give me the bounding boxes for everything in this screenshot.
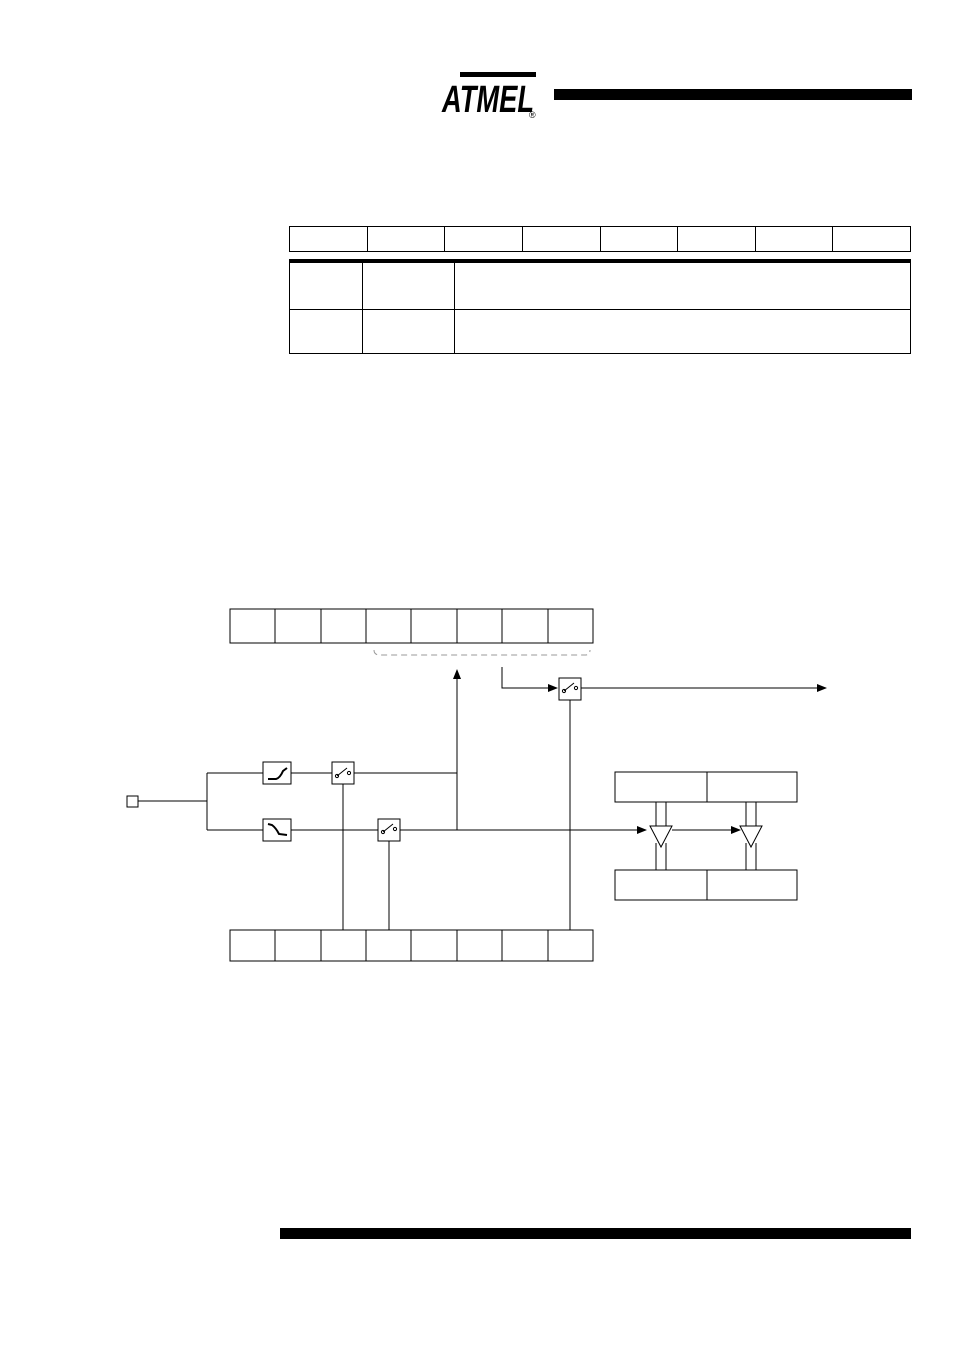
rising-edge-detector-icon xyxy=(263,762,291,784)
footer-rule xyxy=(280,1228,911,1239)
bottom-register-bit-cell xyxy=(457,930,502,961)
bottom-register-bit-cell xyxy=(411,930,457,961)
right-lower-block xyxy=(707,870,797,900)
bottom-register-bit-cell xyxy=(321,930,366,961)
bottom-register-bit-cell xyxy=(230,930,275,961)
top-register-bit-cell xyxy=(321,609,366,643)
top-register-bit-cell xyxy=(457,609,502,643)
logo-text: ATMEL xyxy=(441,79,534,120)
top-register-bit-cell xyxy=(275,609,321,643)
bottom-register-bit-cell xyxy=(548,930,593,961)
right-upper-block xyxy=(707,772,797,802)
output-switch-icon xyxy=(559,678,581,700)
top-register-bit-cell xyxy=(502,609,548,643)
top-register-bit-cell xyxy=(411,609,457,643)
bottom-register-bit-cell xyxy=(275,930,321,961)
bottom-register xyxy=(230,930,593,961)
dashed-grouping-brace xyxy=(374,650,590,655)
register-to-switch-line xyxy=(502,667,557,688)
buffer-icon xyxy=(740,802,762,870)
right-lower-block xyxy=(615,870,707,900)
bottom-register-bit-cell xyxy=(502,930,548,961)
bottom-register-bit-cell xyxy=(366,930,411,961)
falling-edge-detector-icon xyxy=(263,819,291,841)
top-register xyxy=(230,609,593,643)
right-upper-block xyxy=(615,772,707,802)
top-register-bit-cell xyxy=(366,609,411,643)
top-register-bit-cell xyxy=(230,609,275,643)
switch-icon xyxy=(332,762,354,784)
buffer-icon xyxy=(650,802,672,870)
top-register-bit-cell xyxy=(548,609,593,643)
input-pin-icon xyxy=(127,796,138,807)
logo-registered-mark: ® xyxy=(529,110,536,120)
switch-icon xyxy=(378,819,400,841)
